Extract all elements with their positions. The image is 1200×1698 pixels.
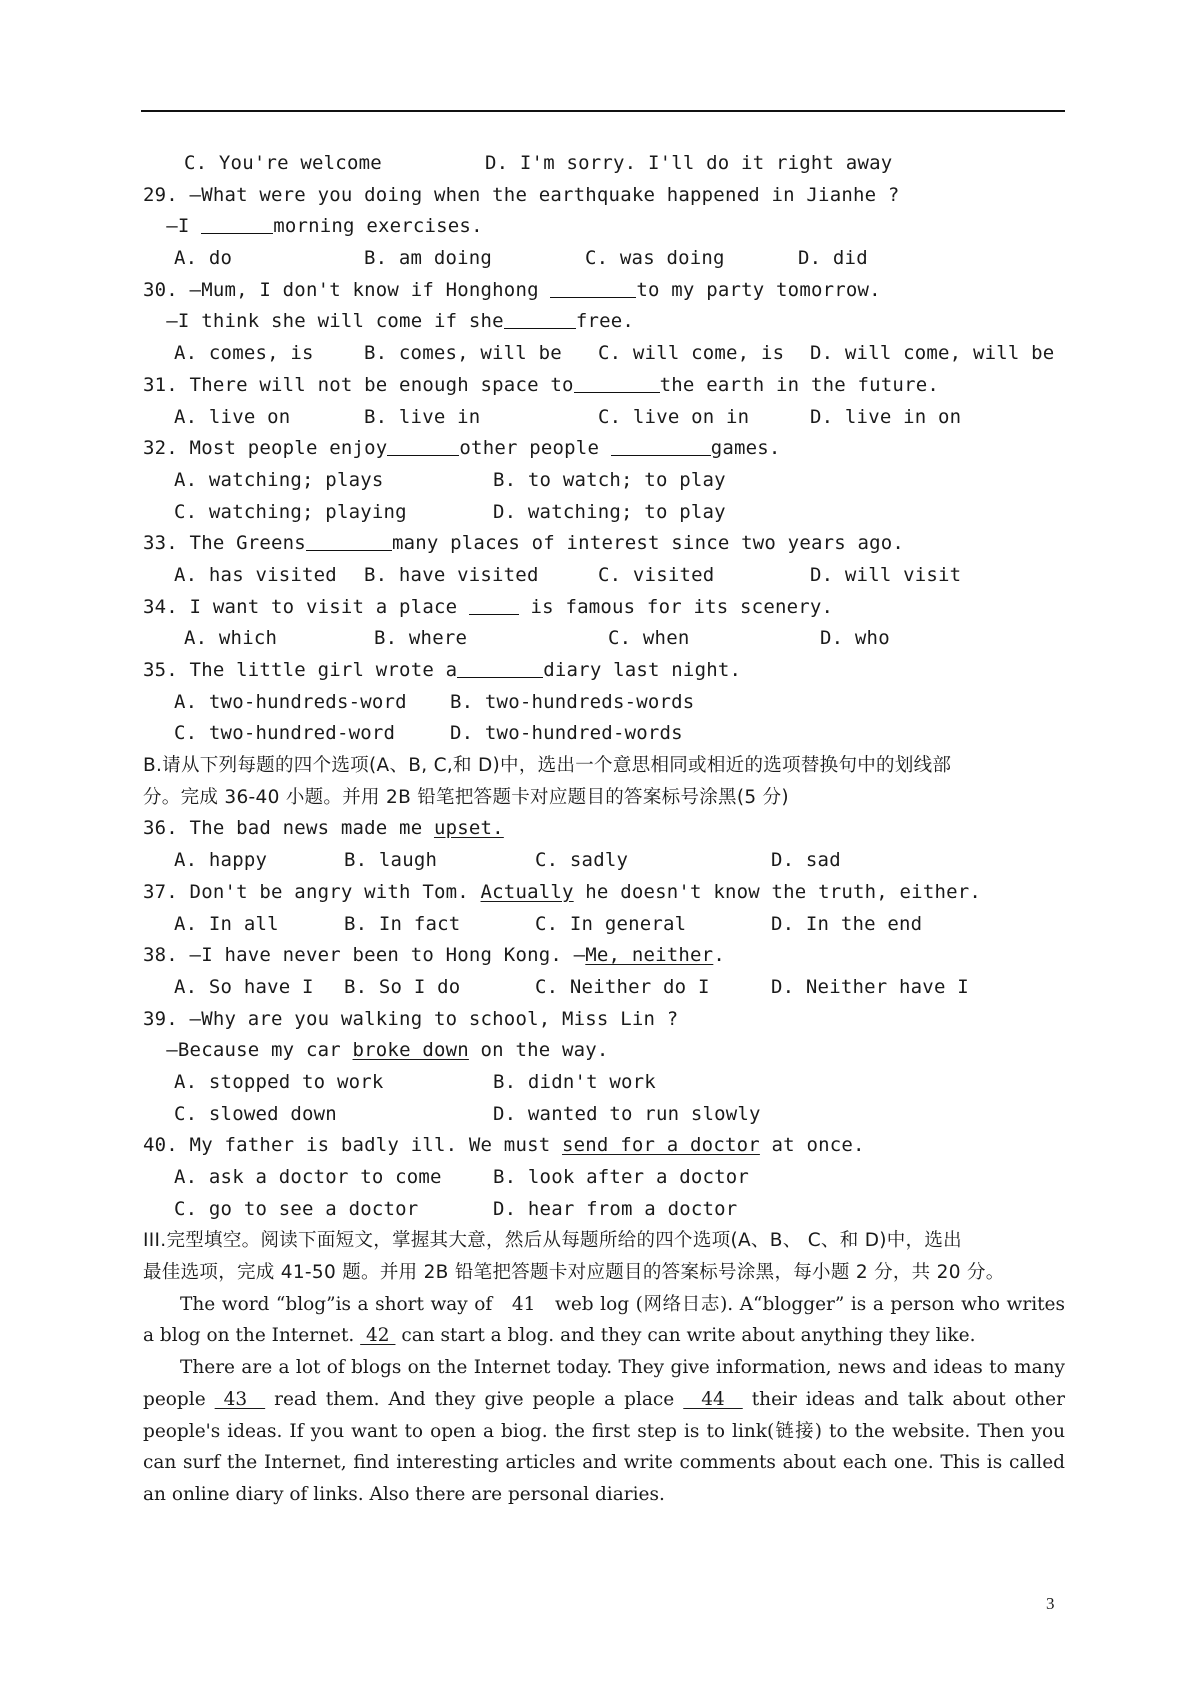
answer-blank	[457, 657, 543, 678]
q39-options-row2	[143, 1099, 1065, 1131]
q40-stem: 40. My father is badly ill. We must send for a doctor at once.	[143, 1134, 865, 1157]
option-c: C. live on in	[598, 405, 750, 428]
option-a: A. watching; plays	[174, 468, 384, 491]
page-number: 3	[1046, 1594, 1055, 1613]
passage-paragraph-1: The word “blog”is a short way of 41 web log (网络日志). A“blogger” is a person who writes a blog on the Internet. 42 can start a blog. and they can write about anything they like.	[143, 1293, 1065, 1347]
section-b-instructions-line2: 分。完成 36-40 小题。并用 2B 铅笔把答题卡对应题目的答案标号涂黑(5 分)	[143, 786, 789, 808]
option-b: B. didn't work	[493, 1070, 656, 1093]
exam-content	[143, 148, 1065, 1511]
q30-reply: —I think she will come if she free.	[143, 310, 635, 333]
option-d: D. who	[820, 627, 890, 650]
q35-stem: 35. The little girl wrote a diary last night.	[143, 659, 742, 681]
q37-stem: 37. Don't be angry with Tom. Actually he doesn't know the truth, either.	[143, 880, 982, 903]
header-rule	[141, 110, 1065, 112]
option-a: A. live on	[174, 405, 291, 428]
option-d: D. live in on	[810, 405, 962, 428]
option-a: A. ask a doctor to come	[174, 1166, 442, 1188]
q29-options	[143, 243, 1065, 275]
option-a: A. two-hundreds-word	[174, 690, 407, 713]
section-iii-instructions-line2: 最佳选项，完成 41-50 题。并用 2B 铅笔把答题卡对应题目的答案标号涂黑，每小题 2 分，共 20 分。	[143, 1262, 1005, 1284]
answer-blank	[469, 594, 519, 615]
answer-blank	[611, 435, 711, 456]
q40-options-row2	[143, 1194, 1065, 1226]
option-a: A. In all	[174, 912, 279, 935]
underlined-phrase: send for a doctor	[562, 1134, 760, 1157]
q35-options-row2	[143, 718, 1065, 750]
answer-blank	[550, 277, 636, 298]
underlined-phrase: upset.	[433, 817, 504, 840]
q30-stem: 30. —Mum, I don't know if Honghong to my party tomorrow.	[143, 278, 881, 301]
option-d: D. sad	[771, 849, 841, 872]
option-c: C. two-hundred-word	[174, 722, 396, 745]
option-b: B. two-hundreds-words	[450, 690, 695, 713]
option-b: B. have visited	[364, 563, 539, 586]
option-c: C. will come, is	[598, 342, 785, 365]
blank-42: 42	[360, 1325, 396, 1347]
underlined-phrase: broke down	[352, 1039, 469, 1062]
option-c: C. In general	[535, 912, 687, 935]
underlined-phrase: Me, neither	[585, 944, 714, 967]
option-c: C. when	[608, 627, 690, 650]
option-a: A. do	[174, 247, 233, 270]
answer-blank	[387, 435, 459, 456]
option-b: B. comes, will be	[364, 342, 562, 365]
q38-stem: 38. —I have never been to Hong Kong. —Me, neither.	[143, 944, 725, 967]
option-d: D. In the end	[771, 912, 923, 935]
cloze-passage	[143, 1289, 1065, 1511]
option-c: C. You're welcome	[184, 152, 382, 174]
q39-stem: 39. —Why are you walking to school, Miss Lin ?	[143, 1007, 679, 1030]
answer-blank	[574, 372, 660, 393]
option-d: D. will visit	[810, 563, 962, 586]
q34-options	[143, 623, 1065, 655]
answer-blank	[306, 530, 392, 551]
q28-options	[143, 148, 1065, 180]
q32-stem: 32. Most people enjoy other people games.	[143, 437, 781, 460]
option-a: A. which	[184, 627, 278, 650]
option-c: C. visited	[598, 563, 715, 586]
q31-options	[143, 402, 1065, 434]
q39-options-row1	[143, 1067, 1065, 1099]
option-a: A. happy	[174, 849, 268, 872]
option-d: D. I'm sorry. I'll do it right away	[485, 152, 893, 174]
option-c: C. was doing	[585, 247, 725, 270]
option-a: A. stopped to work	[174, 1070, 384, 1093]
option-a: A. So have I	[174, 975, 314, 998]
q32-options-row2	[143, 497, 1065, 529]
q33-stem: 33. The Greens many places of interest since two years ago.	[143, 532, 905, 555]
option-a: A. has visited	[174, 563, 337, 586]
q30-options	[143, 338, 1065, 370]
option-b: B. where	[374, 627, 468, 650]
option-c: C. Neither do I	[535, 975, 710, 998]
section-iii-instructions-line1: III.完型填空。阅读下面短文，掌握其大意，然后从每题所给的四个选项(A、B、 C、和 D)中，选出	[143, 1230, 962, 1252]
option-b: B. live in	[364, 405, 481, 428]
option-b: B. look after a doctor	[493, 1166, 750, 1188]
option-c: C. slowed down	[174, 1102, 337, 1125]
q39-reply: —Because my car broke down on the way.	[143, 1039, 609, 1062]
option-b: B. In fact	[344, 912, 461, 935]
option-a: A. comes, is	[174, 342, 314, 365]
q29-stem: 29. —What were you doing when the earthquake happened in Jianhe ?	[143, 183, 900, 206]
q31-stem: 31. There will not be enough space to the earth in the future.	[143, 373, 939, 396]
option-d: D. did	[798, 247, 868, 270]
blank-44: 44	[683, 1388, 743, 1410]
underlined-phrase: Actually	[480, 880, 574, 903]
option-d: D. will come, will be	[810, 342, 1055, 365]
q38-options	[143, 972, 1065, 1004]
option-d: D. watching; to play	[493, 500, 726, 523]
option-c: C. watching; playing	[174, 500, 407, 523]
q34-stem: 34. I want to visit a place is famous for its scenery.	[143, 595, 834, 618]
passage-paragraph-2: There are a lot of blogs on the Internet today. They give information, news and ideas to many people 43 read them. And they give people a place 44 their ideas and talk about other people's ideas. If you want to open a biog. the first step is to link(链接) to the website. Then you can surf the Internet, find interesting articles and write comments about each one. This is called an online diary of links. Also there are personal diaries.	[143, 1357, 1065, 1505]
blank-43: 43	[214, 1388, 266, 1410]
q35-options-row1	[143, 687, 1065, 719]
section-b-instructions-line1: B.请从下列每题的四个选项(A、B, C,和 D)中，选出一个意思相同或相近的选项替换句中的划线部	[143, 755, 952, 777]
blank-41: 41	[498, 1293, 549, 1315]
option-d: D. hear from a doctor	[493, 1197, 738, 1220]
option-b: B. laugh	[344, 849, 438, 872]
option-d: D. Neither have I	[771, 975, 969, 998]
option-b: B. am doing	[364, 247, 493, 270]
option-c: C. sadly	[535, 849, 629, 872]
q33-options	[143, 560, 1065, 592]
answer-blank	[201, 213, 273, 234]
answer-blank	[504, 308, 576, 329]
q37-options	[143, 909, 1065, 941]
option-b: B. to watch; to play	[493, 468, 726, 491]
q40-options-row1	[143, 1162, 1065, 1194]
option-c: C. go to see a doctor	[174, 1197, 419, 1220]
q32-options-row1	[143, 465, 1065, 497]
option-d: D. two-hundred-words	[450, 722, 683, 745]
option-d: D. wanted to run slowly	[493, 1102, 761, 1125]
q36-stem: 36. The bad news made me upset.	[143, 817, 504, 840]
option-b: B. So I do	[344, 975, 461, 998]
q36-options	[143, 845, 1065, 877]
q29-reply: —I morning exercises.	[143, 215, 483, 238]
